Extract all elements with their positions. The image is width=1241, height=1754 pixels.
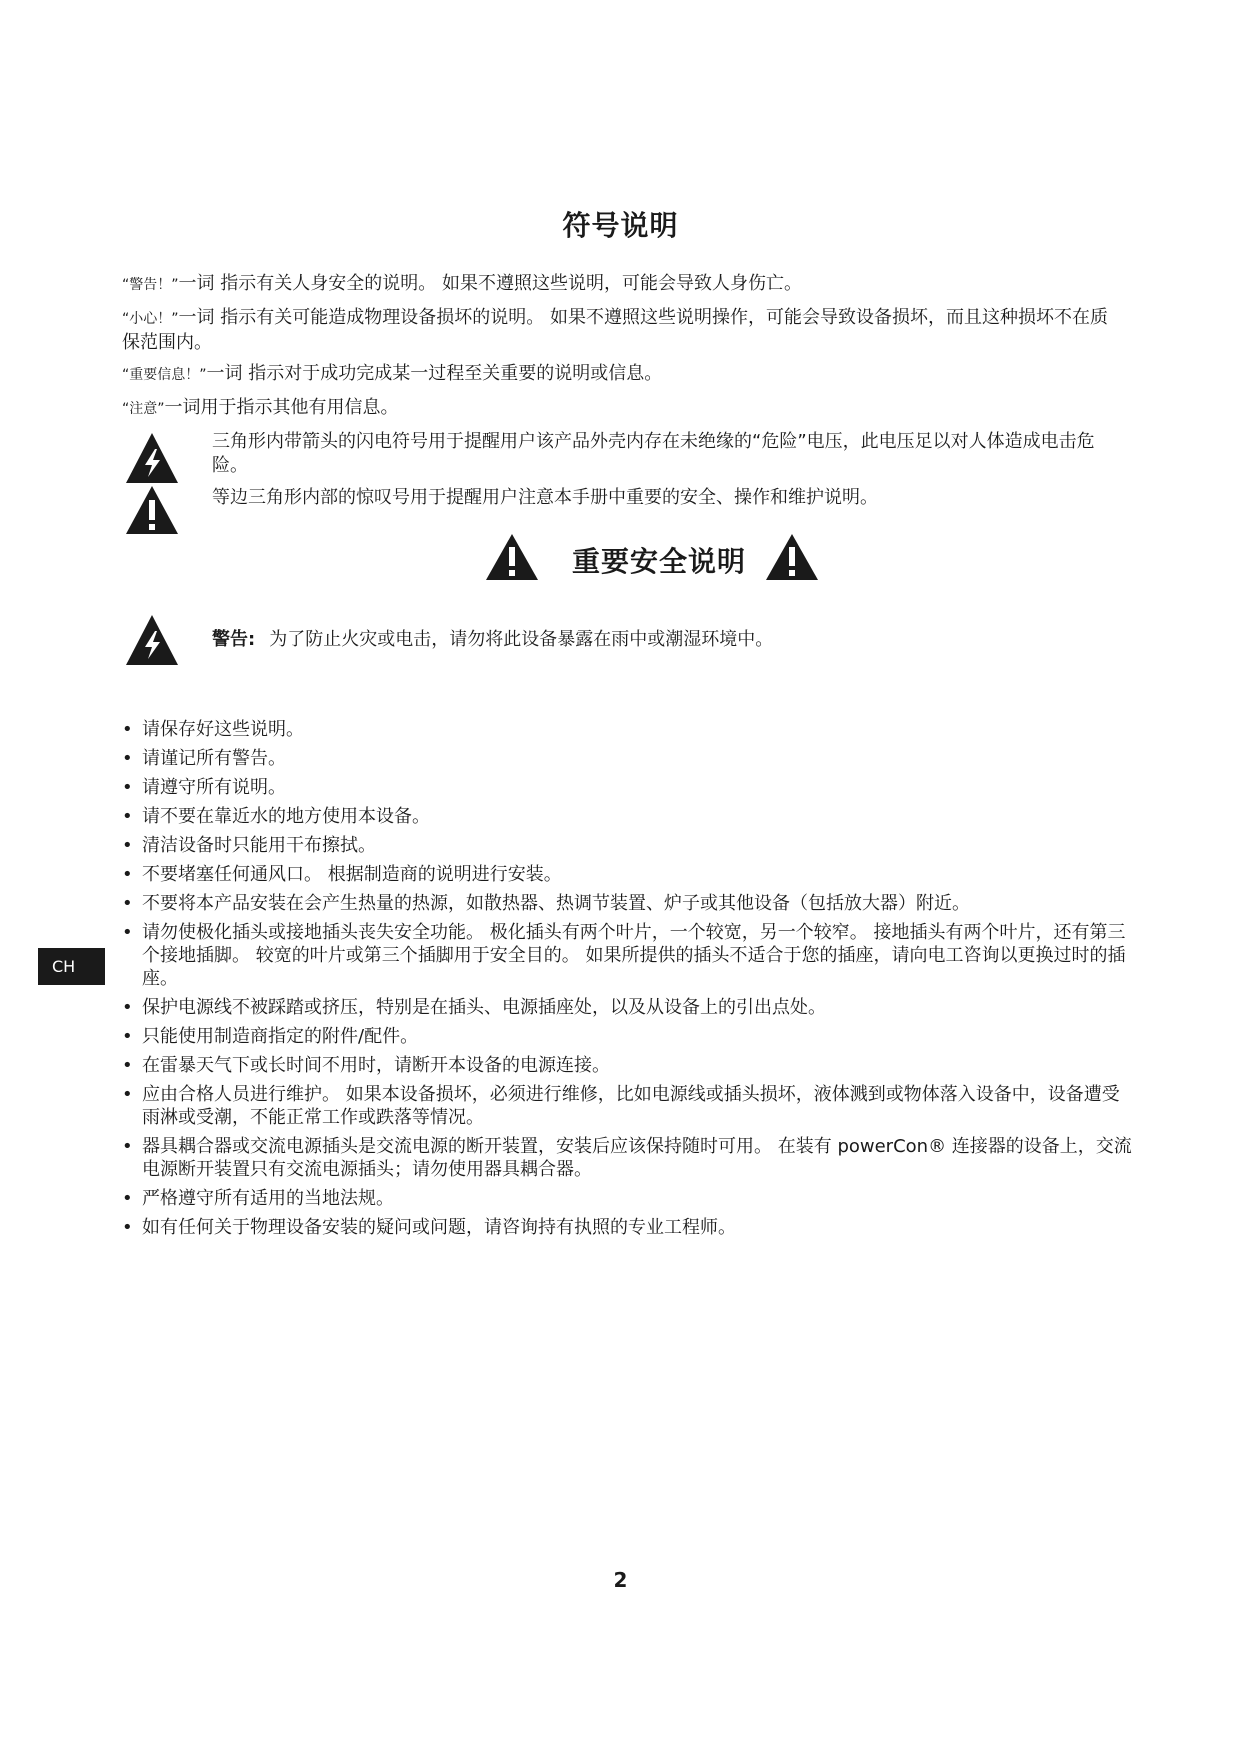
list-item: • 请谨记所有警告。	[122, 747, 1132, 770]
list-item: • 严格遵守所有适用的当地法规。	[122, 1187, 1132, 1210]
exclamation-description: 等边三角形内部的惊叹号用于提醒用户注意本手册中重要的安全、操作和维护说明。	[212, 487, 878, 508]
definition-term: “注意”	[122, 401, 165, 417]
list-item: • 器具耦合器或交流电源插头是交流电源的断开装置，安装后应该保持随时可用。 在装有 powerCon® 连接器的设备上，交流电源断开装置只有交流电源插头；请勿使用器具耦合器。	[122, 1135, 1132, 1181]
safety-instructions-list	[122, 718, 1132, 1245]
language-tab: CH	[38, 948, 105, 985]
definition-text: 一词 指示有关人身安全的说明。 如果不遵照这些说明，可能会导致人身伤亡。	[178, 273, 802, 294]
list-item: • 请不要在靠近水的地方使用本设备。	[122, 805, 1132, 828]
list-item: • 不要堵塞任何通风口。 根据制造商的说明进行安装。	[122, 863, 1132, 886]
exclamation-triangle-icon	[124, 484, 180, 536]
warning-text: 为了防止火灾或电击，请勿将此设备暴露在雨中或潮湿环境中。	[269, 629, 774, 650]
definition-term: “小心！”	[122, 311, 179, 327]
definition-term: “警告！”	[122, 277, 179, 293]
definition-text: 一词用于指示其他有用信息。	[164, 397, 399, 418]
list-item: • 请保存好这些说明。	[122, 718, 1132, 741]
lightning-triangle-icon	[124, 430, 180, 486]
safety-title: 重要安全说明	[572, 545, 747, 578]
list-item: • 请勿使极化插头或接地插头丧失安全功能。 极化插头有两个叶片，一个较宽，另一个较窄。 接地插头有两个叶片，还有第三个接地插脚。 较宽的叶片或第三个插脚用于安全目的。 如果所提供的插头不适合于您的插座，请向电工咨询以更换过时的插座。	[122, 921, 1132, 990]
list-item: • 请遵守所有说明。	[122, 776, 1132, 799]
list-item: • 应由合格人员进行维护。 如果本设备损坏，必须进行维修，比如电源线或插头损坏，液体溅到或物体落入设备中，设备遭受雨淋或受潮，不能正常工作或跌落等情况。	[122, 1083, 1132, 1129]
lightning-description: 三角形内带箭头的闪电符号用于提醒用户该产品外壳内存在未绝缘的“危险”电压，此电压足以对人体造成电击危险。	[212, 431, 1095, 476]
list-item: • 在雷暴天气下或长时间不用时，请断开本设备的电源连接。	[122, 1054, 1132, 1077]
page-number: 2	[613, 1568, 628, 1592]
exclamation-triangle-icon	[484, 532, 540, 582]
list-item: • 只能使用制造商指定的附件/配件。	[122, 1025, 1132, 1048]
definition-term: “重要信息！”	[122, 367, 207, 383]
exclamation-triangle-icon	[764, 532, 820, 582]
warning-line	[212, 628, 1112, 652]
definition-text: 一词 指示对于成功完成某一过程至关重要的说明或信息。	[206, 363, 663, 384]
symbols-title: 符号说明	[562, 209, 679, 242]
list-item: • 清洁设备时只能用干布擦拭。	[122, 834, 1132, 857]
definition-warning	[122, 272, 1122, 297]
list-item: • 如有任何关于物理设备安装的疑问或问题，请咨询持有执照的专业工程师。	[122, 1216, 1132, 1239]
definition-caution	[122, 306, 1122, 355]
definition-note	[122, 396, 1122, 421]
definition-text: 一词 指示有关可能造成物理设备损坏的说明。 如果不遵照这些说明操作，可能会导致设备损坏，而且这种损坏不在质保范围内。	[122, 307, 1108, 353]
list-item: • 不要将本产品安装在会产生热量的热源，如散热器、热调节装置、炉子或其他设备（包括放大器）附近。	[122, 892, 1132, 915]
definition-important	[122, 362, 1122, 387]
warning-label: 警告:	[212, 629, 256, 650]
lightning-triangle-icon	[124, 612, 180, 668]
list-item: • 保护电源线不被踩踏或挤压，特别是在插头、电源插座处，以及从设备上的引出点处。	[122, 996, 1132, 1019]
